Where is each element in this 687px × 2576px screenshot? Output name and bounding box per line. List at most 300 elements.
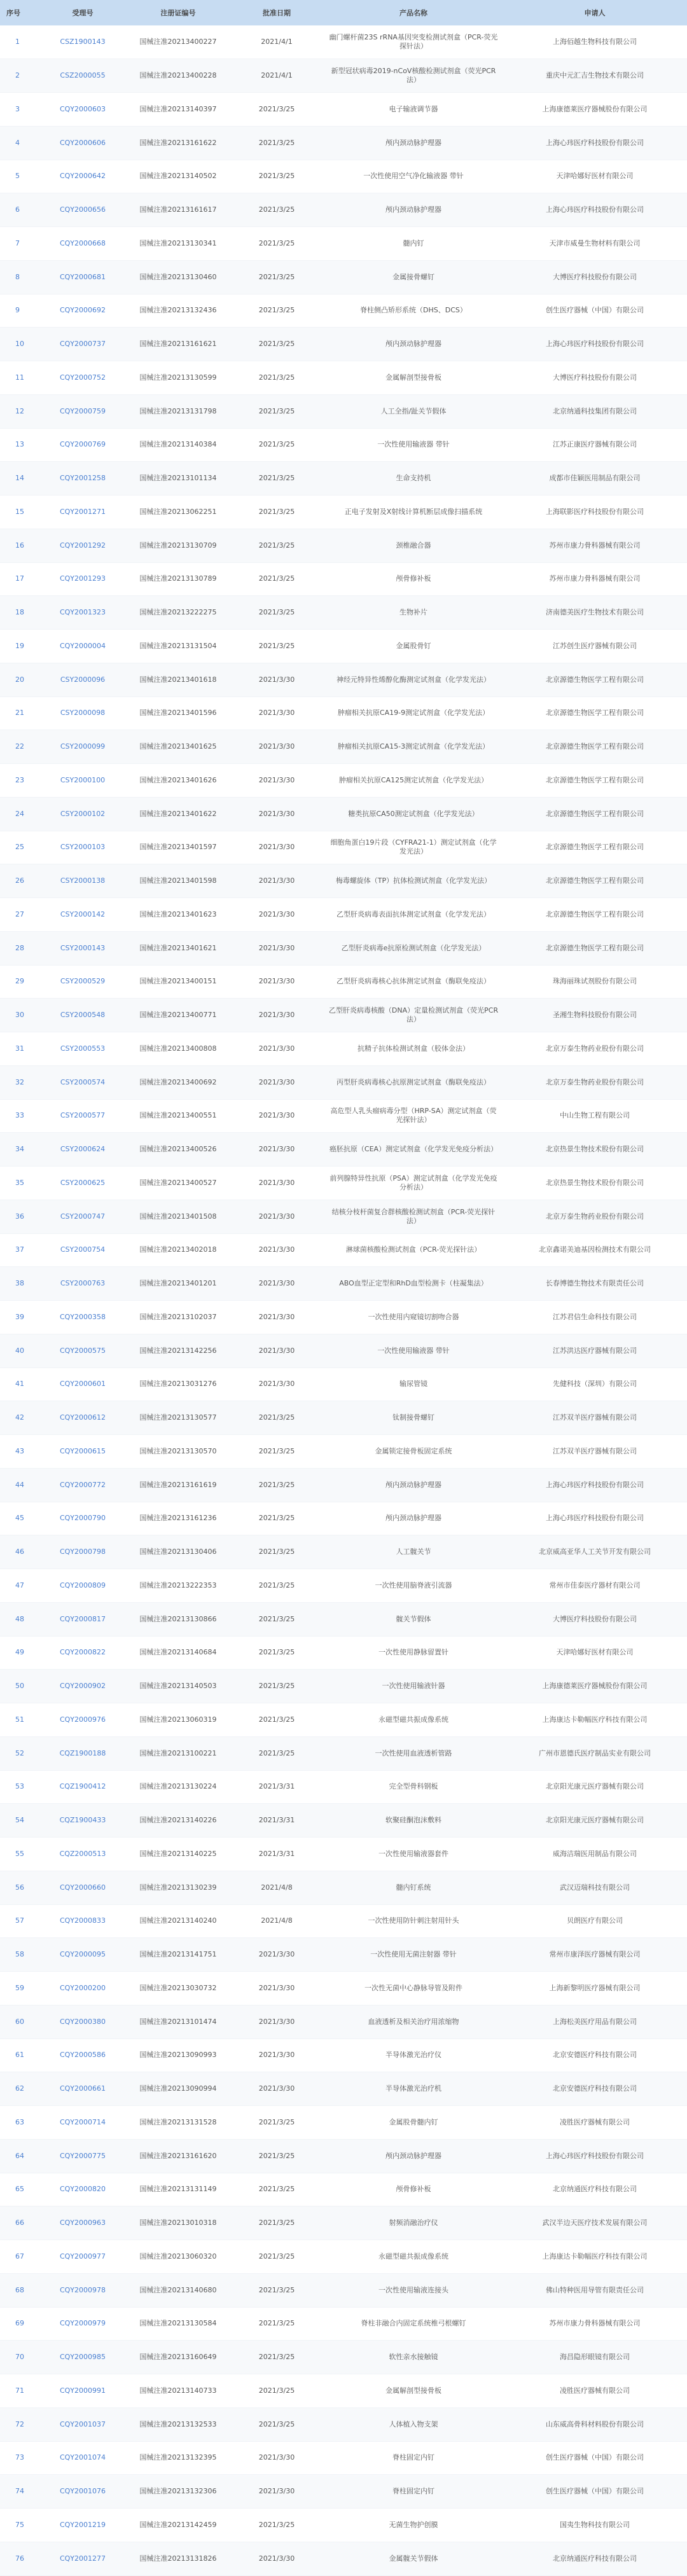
cell-accept-no: CQY2000978	[38, 2273, 127, 2307]
cell-reg-no: 国械注准20213161621	[127, 328, 229, 361]
header-reg-no: 注册证编号	[160, 9, 196, 17]
cell-reg-no: 国械注准20213400526	[127, 1133, 229, 1167]
cell-approve-date: 2021/3/30	[229, 1334, 324, 1368]
cell-reg-no: 国械注准20213131149	[127, 2173, 229, 2206]
cell-reg-no: 国械注准20213400227	[127, 25, 229, 59]
cell-applicant: 威海洁瑞医用制品有限公司	[503, 1838, 687, 1871]
table-row	[0, 294, 687, 328]
cell-applicant: 重庆中元汇吉生物技术有限公司	[503, 59, 687, 93]
cell-applicant: 北京源德生物医学工程有限公司	[503, 931, 687, 965]
table-row	[0, 965, 687, 999]
cell-approve-date: 2021/4/1	[229, 25, 324, 59]
cell-applicant: 上海康达卡勒幅医疗科技有限公司	[503, 2240, 687, 2274]
table-row	[0, 227, 687, 261]
cell-accept-no: CQY2001258	[38, 462, 127, 495]
cell-applicant: 北京源德生物医学工程有限公司	[503, 831, 687, 864]
table-row	[0, 193, 687, 227]
cell-reg-no: 国械注准20213401626	[127, 764, 229, 798]
cell-approve-date: 2021/3/30	[229, 1032, 324, 1066]
cell-applicant: 天津哈娜好医材有限公司	[503, 160, 687, 193]
cell-seq: 4	[0, 126, 38, 160]
cell-product: 髓内钉系统	[324, 1871, 503, 1904]
cell-approve-date: 2021/3/25	[229, 1401, 324, 1435]
cell-accept-no: CQY2000809	[38, 1569, 127, 1603]
table-row	[0, 1401, 687, 1435]
cell-accept-no: CQY2001037	[38, 2407, 127, 2441]
cell-accept-no: CQY2000642	[38, 160, 127, 193]
cell-approve-date: 2021/3/25	[229, 2407, 324, 2441]
cell-reg-no: 国械注准20213140240	[127, 1904, 229, 1938]
cell-accept-no: CQZ2000513	[38, 1838, 127, 1871]
cell-reg-no: 国械注准20213401623	[127, 898, 229, 932]
cell-accept-no: CQY2000977	[38, 2240, 127, 2274]
cell-accept-no: CQY2000833	[38, 1904, 127, 1938]
table-row	[0, 2542, 687, 2575]
cell-reg-no: 国械注准20213401508	[127, 1200, 229, 1233]
cell-seq: 7	[0, 227, 38, 261]
cell-seq: 19	[0, 630, 38, 663]
cell-approve-date: 2021/3/30	[229, 1133, 324, 1167]
cell-applicant: 创生医疗器械（中国）有限公司	[503, 294, 687, 328]
cell-seq: 75	[0, 2509, 38, 2542]
cell-seq: 39	[0, 1301, 38, 1334]
cell-approve-date: 2021/3/25	[229, 1569, 324, 1603]
cell-approve-date: 2021/3/25	[229, 1535, 324, 1569]
cell-accept-no: CSY2000138	[38, 864, 127, 898]
table-row	[0, 1301, 687, 1334]
cell-applicant: 北京阳光康元医疗器械有限公司	[503, 1804, 687, 1838]
table-body	[0, 25, 687, 2575]
cell-applicant: 北京纳通科技集团有限公司	[503, 394, 687, 428]
cell-accept-no: CQY2000380	[38, 2005, 127, 2039]
cell-approve-date: 2021/3/25	[229, 1670, 324, 1703]
cell-accept-no: CQY2000979	[38, 2307, 127, 2341]
table-row	[0, 394, 687, 428]
cell-product: 颅内颈动脉护理器	[324, 126, 503, 160]
cell-product: 糖类抗原CA50测定试剂盒（化学发光法）	[324, 797, 503, 831]
cell-seq: 50	[0, 1670, 38, 1703]
cell-applicant: 贝朗医疗有限公司	[503, 1904, 687, 1938]
cell-reg-no: 国械注准20213401596	[127, 696, 229, 730]
cell-applicant: 天津市威曼生物材料有限公司	[503, 227, 687, 261]
cell-approve-date: 2021/3/30	[229, 2475, 324, 2509]
table-row	[0, 361, 687, 395]
cell-seq: 67	[0, 2240, 38, 2274]
cell-applicant: 上海松美医疗用品有限公司	[503, 2005, 687, 2039]
table-row	[0, 1200, 687, 1233]
cell-seq: 18	[0, 596, 38, 630]
cell-accept-no: CQY2000822	[38, 1636, 127, 1670]
cell-reg-no: 国械注准20213131528	[127, 2106, 229, 2140]
cell-seq: 37	[0, 1233, 38, 1267]
cell-applicant: 珠海丽珠试剂股份有限公司	[503, 965, 687, 999]
cell-seq: 61	[0, 2039, 38, 2072]
cell-approve-date: 2021/3/25	[229, 428, 324, 462]
table-row	[0, 1636, 687, 1670]
cell-approve-date: 2021/3/25	[229, 1736, 324, 1770]
cell-reg-no: 国械注准20213060319	[127, 1703, 229, 1737]
cell-seq: 10	[0, 328, 38, 361]
cell-approve-date: 2021/3/25	[229, 2206, 324, 2240]
cell-seq: 9	[0, 294, 38, 328]
cell-product: 一次性使用输液器套件	[324, 1838, 503, 1871]
cell-accept-no: CQY2000737	[38, 328, 127, 361]
cell-approve-date: 2021/3/25	[229, 193, 324, 227]
cell-product: 射频消融治疗仪	[324, 2206, 503, 2240]
cell-product: 完全型骨科钢板	[324, 1770, 503, 1804]
cell-product: 金属髋关节假体	[324, 2542, 503, 2575]
cell-reg-no: 国械注准20213161620	[127, 2139, 229, 2173]
cell-approve-date: 2021/3/31	[229, 1804, 324, 1838]
cell-approve-date: 2021/3/30	[229, 965, 324, 999]
cell-product: 金属解剖型接骨板	[324, 361, 503, 395]
cell-reg-no: 国械注准20213130406	[127, 1535, 229, 1569]
cell-accept-no: CSY2000098	[38, 696, 127, 730]
cell-reg-no: 国械注准20213401618	[127, 663, 229, 696]
cell-approve-date: 2021/3/25	[229, 1435, 324, 1469]
cell-approve-date: 2021/3/30	[229, 2072, 324, 2106]
table-row	[0, 1602, 687, 1636]
table-row	[0, 2206, 687, 2240]
cell-applicant: 北京纳通医疗科技有限公司	[503, 2173, 687, 2206]
cell-product: 髓内钉	[324, 227, 503, 261]
cell-seq: 16	[0, 529, 38, 562]
cell-accept-no: CSY2000763	[38, 1267, 127, 1301]
cell-reg-no: 国械注准20213140684	[127, 1636, 229, 1670]
cell-accept-no: CQY2001074	[38, 2441, 127, 2475]
table-row	[0, 1904, 687, 1938]
cell-reg-no: 国械注准20213140733	[127, 2374, 229, 2408]
cell-accept-no: CQY2000661	[38, 2072, 127, 2106]
cell-applicant: 江苏君信生命科技有限公司	[503, 1301, 687, 1334]
cell-reg-no: 国械注准20213102037	[127, 1301, 229, 1334]
cell-product: 高危型人乳头瘤病毒分型（HRP-SA）测定试剂盒（荧光探针法）	[324, 1099, 503, 1133]
table-row	[0, 1065, 687, 1099]
table-row	[0, 1468, 687, 1502]
cell-product: 乙型肝炎病毒核酸（DNA）定量检测试剂盒（荧光PCR法）	[324, 999, 503, 1032]
cell-approve-date: 2021/3/30	[229, 1167, 324, 1200]
cell-approve-date: 2021/3/25	[229, 227, 324, 261]
cell-approve-date: 2021/3/30	[229, 1972, 324, 2005]
cell-product: 一次性使用输液针器	[324, 1670, 503, 1703]
cell-reg-no: 国械注准20213161622	[127, 126, 229, 160]
cell-reg-no: 国械注准20213130709	[127, 529, 229, 562]
cell-product: 淋球菌核酸检测试剂盒（PCR-荧光探针法）	[324, 1233, 503, 1267]
cell-accept-no: CQY2000668	[38, 227, 127, 261]
cell-reg-no: 国械注准20213401622	[127, 797, 229, 831]
cell-approve-date: 2021/4/1	[229, 59, 324, 93]
cell-seq: 42	[0, 1401, 38, 1435]
cell-approve-date: 2021/3/30	[229, 1233, 324, 1267]
cell-approve-date: 2021/3/30	[229, 730, 324, 764]
cell-seq: 47	[0, 1569, 38, 1603]
cell-accept-no: CQY2000601	[38, 1368, 127, 1401]
cell-product: 金属股骨钉	[324, 630, 503, 663]
cell-approve-date: 2021/3/25	[229, 596, 324, 630]
cell-accept-no: CQY2000798	[38, 1535, 127, 1569]
cell-reg-no: 国械注准20213400151	[127, 965, 229, 999]
cell-seq: 58	[0, 1938, 38, 1972]
cell-seq: 60	[0, 2005, 38, 2039]
table-row	[0, 2072, 687, 2106]
table-row	[0, 1838, 687, 1871]
table-row	[0, 931, 687, 965]
cell-seq: 53	[0, 1770, 38, 1804]
table-row	[0, 428, 687, 462]
cell-seq: 26	[0, 864, 38, 898]
cell-reg-no: 国械注准20213010318	[127, 2206, 229, 2240]
cell-product: 乙型肝炎病毒e抗原检测试剂盒（化学发光法）	[324, 931, 503, 965]
cell-applicant: 上海康达卡勒幅医疗科技有限公司	[503, 1703, 687, 1737]
cell-reg-no: 国械注准20213132306	[127, 2475, 229, 2509]
cell-applicant: 北京热景生物技术股份有限公司	[503, 1167, 687, 1200]
cell-product: 髋关节假体	[324, 1602, 503, 1636]
cell-approve-date: 2021/3/30	[229, 1938, 324, 1972]
cell-product: 金属股骨髓内钉	[324, 2106, 503, 2140]
cell-approve-date: 2021/3/25	[229, 93, 324, 127]
table-row	[0, 2139, 687, 2173]
table-row	[0, 25, 687, 59]
cell-applicant: 创生医疗器械（中国）有限公司	[503, 2441, 687, 2475]
cell-accept-no: CQY2000575	[38, 1334, 127, 1368]
cell-accept-no: CQZ1900412	[38, 1770, 127, 1804]
cell-reg-no: 国械注准20213222275	[127, 596, 229, 630]
cell-reg-no: 国械注准20213030732	[127, 1972, 229, 2005]
cell-product: 丙型肝炎病毒核心抗原测定试剂盒（酶联免疫法）	[324, 1065, 503, 1099]
cell-approve-date: 2021/3/25	[229, 630, 324, 663]
cell-accept-no: CSY2000099	[38, 730, 127, 764]
cell-seq: 57	[0, 1904, 38, 1938]
cell-applicant: 苏州市康力骨科器械有限公司	[503, 2307, 687, 2341]
cell-seq: 68	[0, 2273, 38, 2307]
cell-seq: 12	[0, 394, 38, 428]
cell-approve-date: 2021/3/25	[229, 1703, 324, 1737]
cell-product: 电子输液调节器	[324, 93, 503, 127]
cell-seq: 23	[0, 764, 38, 798]
cell-accept-no: CQY2000681	[38, 260, 127, 294]
cell-seq: 59	[0, 1972, 38, 2005]
cell-applicant: 苏州市康力骨科器械有限公司	[503, 562, 687, 596]
table-row	[0, 630, 687, 663]
table-row	[0, 1032, 687, 1066]
cell-seq: 24	[0, 797, 38, 831]
cell-applicant: 大博医疗科技股份有限公司	[503, 361, 687, 395]
cell-reg-no: 国械注准20213130460	[127, 260, 229, 294]
table-row	[0, 2039, 687, 2072]
cell-reg-no: 国械注准20213401625	[127, 730, 229, 764]
cell-approve-date: 2021/3/25	[229, 1602, 324, 1636]
cell-accept-no: CQY2000606	[38, 126, 127, 160]
cell-applicant: 上海心玮医疗科技股份有限公司	[503, 126, 687, 160]
cell-seq: 74	[0, 2475, 38, 2509]
cell-applicant: 北京源德生物医学工程有限公司	[503, 864, 687, 898]
cell-approve-date: 2021/3/30	[229, 696, 324, 730]
cell-seq: 20	[0, 663, 38, 696]
cell-approve-date: 2021/3/30	[229, 999, 324, 1032]
cell-accept-no: CSY2000548	[38, 999, 127, 1032]
table-row	[0, 2273, 687, 2307]
cell-seq: 41	[0, 1368, 38, 1401]
cell-approve-date: 2021/3/30	[229, 2542, 324, 2575]
cell-reg-no: 国械注准20213140502	[127, 160, 229, 193]
cell-accept-no: CQY2000200	[38, 1972, 127, 2005]
table-row	[0, 1535, 687, 1569]
cell-product: 颅内颈动脉护理器	[324, 1468, 503, 1502]
cell-product: 颅内颈动脉护理器	[324, 2139, 503, 2173]
cell-approve-date: 2021/3/30	[229, 1301, 324, 1334]
cell-seq: 45	[0, 1502, 38, 1535]
cell-seq: 54	[0, 1804, 38, 1838]
cell-seq: 3	[0, 93, 38, 127]
table-row	[0, 797, 687, 831]
cell-accept-no: CQY2000095	[38, 1938, 127, 1972]
cell-product: 金属解剖型接骨板	[324, 2374, 503, 2408]
cell-approve-date: 2021/3/25	[229, 2509, 324, 2542]
cell-accept-no: CSY2000625	[38, 1167, 127, 1200]
cell-reg-no: 国械注准20213160649	[127, 2341, 229, 2374]
cell-accept-no: CQY2000714	[38, 2106, 127, 2140]
cell-seq: 38	[0, 1267, 38, 1301]
cell-seq: 46	[0, 1535, 38, 1569]
cell-applicant: 大博医疗科技股份有限公司	[503, 1602, 687, 1636]
cell-applicant: 江苏正康医疗器械有限公司	[503, 428, 687, 462]
cell-applicant: 上海心玮医疗科技股份有限公司	[503, 2139, 687, 2173]
cell-applicant: 上海联影医疗科技股份有限公司	[503, 495, 687, 529]
cell-product: 半导体激光治疗仪	[324, 2039, 503, 2072]
cell-product: 颈椎融合器	[324, 529, 503, 562]
cell-applicant: 江苏双羊医疗器械有限公司	[503, 1435, 687, 1469]
cell-reg-no: 国械注准20213222353	[127, 1569, 229, 1603]
cell-applicant: 上海新黎明医疗器械有限公司	[503, 1972, 687, 2005]
table-row	[0, 1972, 687, 2005]
cell-product: 金属接骨螺钉	[324, 260, 503, 294]
cell-seq: 56	[0, 1871, 38, 1904]
cell-approve-date: 2021/3/25	[229, 1636, 324, 1670]
cell-product: 一次性使用血液透析管路	[324, 1736, 503, 1770]
cell-reg-no: 国械注准20213142459	[127, 2509, 229, 2542]
cell-seq: 73	[0, 2441, 38, 2475]
cell-approve-date: 2021/3/25	[229, 260, 324, 294]
cell-applicant: 佛山特种医用导管有限责任公司	[503, 2273, 687, 2307]
cell-applicant: 北京万泰生物药业股份有限公司	[503, 1065, 687, 1099]
cell-seq: 71	[0, 2374, 38, 2408]
cell-applicant: 圣湘生物科技股份有限公司	[503, 999, 687, 1032]
table-row	[0, 1233, 687, 1267]
cell-reg-no: 国械注准20213140397	[127, 93, 229, 127]
cell-accept-no: CQY2000985	[38, 2341, 127, 2374]
cell-applicant: 北京威高亚华人工关节开发有限公司	[503, 1535, 687, 1569]
cell-product: 人体植入物支架	[324, 2407, 503, 2441]
cell-accept-no: CQY2000976	[38, 1703, 127, 1737]
cell-reg-no: 国械注准20213142256	[127, 1334, 229, 1368]
cell-product: 乙型肝炎病毒表面抗体测定试剂盒（化学发光法）	[324, 898, 503, 932]
cell-approve-date: 2021/3/30	[229, 1200, 324, 1233]
cell-reg-no: 国械注准20213130584	[127, 2307, 229, 2341]
cell-reg-no: 国械注准20213130577	[127, 1401, 229, 1435]
table-row	[0, 1267, 687, 1301]
cell-applicant: 常州市康泽医疗器械有限公司	[503, 1938, 687, 1972]
table-row	[0, 2407, 687, 2441]
cell-approve-date: 2021/3/25	[229, 2307, 324, 2341]
cell-product: 梅毒螺旋体（TP）抗体检测试剂盒（化学发光法）	[324, 864, 503, 898]
cell-product: 幽门螺杆菌23S rRNA基因突变检测试剂盒（PCR-荧光探针法）	[324, 25, 503, 59]
cell-product: 结核分枝杆菌复合群核酸检测试剂盒（PCR-荧光探针法）	[324, 1200, 503, 1233]
cell-reg-no: 国械注准20213130341	[127, 227, 229, 261]
cell-product: 一次性使用输液器 带针	[324, 428, 503, 462]
cell-product: 一次性使用无菌注射器 带针	[324, 1938, 503, 1972]
cell-product: 永磁型磁共振成像系统	[324, 1703, 503, 1737]
cell-accept-no: CSY2000553	[38, 1032, 127, 1066]
cell-seq: 40	[0, 1334, 38, 1368]
cell-seq: 5	[0, 160, 38, 193]
cell-reg-no: 国械注准20213130789	[127, 562, 229, 596]
cell-reg-no: 国械注准20213130239	[127, 1871, 229, 1904]
table-row	[0, 2441, 687, 2475]
cell-seq: 29	[0, 965, 38, 999]
cell-product: 肿瘤相关抗原CA125测定试剂盒（化学发光法）	[324, 764, 503, 798]
cell-product: 人工髋关节	[324, 1535, 503, 1569]
cell-product: 颅内颈动脉护理器	[324, 193, 503, 227]
cell-applicant: 北京阳光康元医疗器械有限公司	[503, 1770, 687, 1804]
cell-applicant: 中山生物工程有限公司	[503, 1099, 687, 1133]
header-approve-date: 批准日期	[263, 9, 291, 17]
cell-reg-no: 国械注准20213161617	[127, 193, 229, 227]
cell-reg-no: 国械注准20213140225	[127, 1838, 229, 1871]
cell-seq: 52	[0, 1736, 38, 1770]
table-row	[0, 831, 687, 864]
cell-seq: 28	[0, 931, 38, 965]
table-row	[0, 2307, 687, 2341]
cell-reg-no: 国械注准20213400692	[127, 1065, 229, 1099]
cell-approve-date: 2021/3/25	[229, 1502, 324, 1535]
table-row	[0, 2106, 687, 2140]
cell-approve-date: 2021/3/30	[229, 931, 324, 965]
cell-accept-no: CQY2000772	[38, 1468, 127, 1502]
cell-accept-no: CQY2000759	[38, 394, 127, 428]
cell-applicant: 天津哈娜好医材有限公司	[503, 1636, 687, 1670]
table-row	[0, 1703, 687, 1737]
cell-seq: 70	[0, 2341, 38, 2374]
table-row	[0, 864, 687, 898]
cell-applicant: 上海心玮医疗科技股份有限公司	[503, 1468, 687, 1502]
cell-seq: 69	[0, 2307, 38, 2341]
table-row	[0, 562, 687, 596]
cell-seq: 48	[0, 1602, 38, 1636]
cell-accept-no: CSY2000143	[38, 931, 127, 965]
cell-seq: 13	[0, 428, 38, 462]
cell-seq: 27	[0, 898, 38, 932]
table-row	[0, 764, 687, 798]
cell-reg-no: 国械注准20213130570	[127, 1435, 229, 1469]
cell-applicant: 北京源德生物医学工程有限公司	[503, 696, 687, 730]
cell-product: 软聚硅酮泡沫敷料	[324, 1804, 503, 1838]
cell-applicant: 北京万泰生物药业股份有限公司	[503, 1200, 687, 1233]
cell-reg-no: 国械注准20213402018	[127, 1233, 229, 1267]
cell-reg-no: 国械注准20213100221	[127, 1736, 229, 1770]
table-row	[0, 1502, 687, 1535]
cell-seq: 64	[0, 2139, 38, 2173]
cell-reg-no: 国械注准20213060320	[127, 2240, 229, 2274]
cell-product: 生物补片	[324, 596, 503, 630]
cell-reg-no: 国械注准20213400228	[127, 59, 229, 93]
cell-reg-no: 国械注准20213132533	[127, 2407, 229, 2441]
cell-seq: 15	[0, 495, 38, 529]
cell-approve-date: 2021/3/25	[229, 2273, 324, 2307]
cell-approve-date: 2021/3/30	[229, 1065, 324, 1099]
cell-applicant: 广州市恩德氏医疗制品实业有限公司	[503, 1736, 687, 1770]
cell-product: 一次性使用静脉留置针	[324, 1636, 503, 1670]
cell-reg-no: 国械注准20213062251	[127, 495, 229, 529]
